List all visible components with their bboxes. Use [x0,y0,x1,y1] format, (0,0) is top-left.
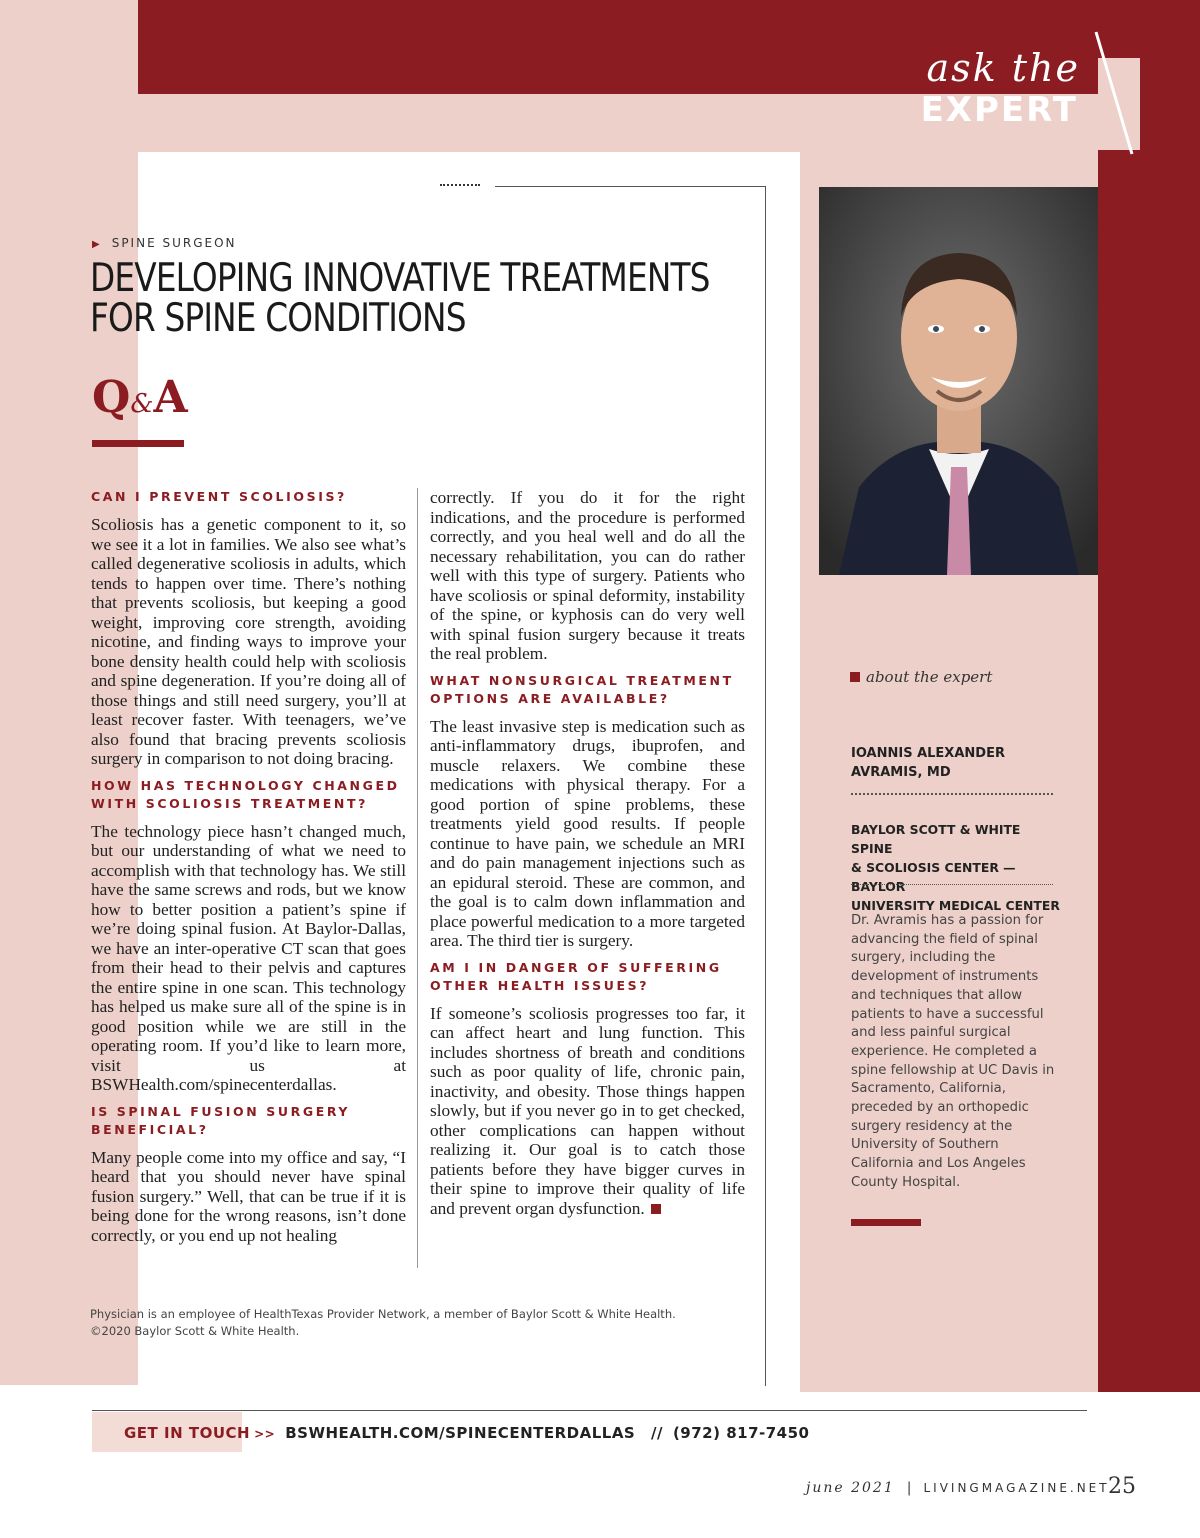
qa-q: Q [92,372,131,423]
disclaimer [90,1306,730,1340]
frame-right-rule [765,186,766,1386]
answer-paragraph: Many people come into my office and say, “I heard that you should never have spinal fusion surgery.” Well, that can be true if it is being done for the wrong reasons, isn’t done correctly, or you end up not healing [91,1147,406,1245]
expert-portrait-photo [819,187,1098,575]
banner-expert: EXPERT [920,90,1078,130]
answer-paragraph: correctly. If you do it for the right indications, and the procedure is performed correctly, and you heal well and do all the necessary rehabilitation, you can do rather well with this type of surgery. Patients who have scoliosis or spinal deformity, instability of the spine, or kyphosis can do very well with spinal fusion surgery because it treats the real problem. [430,488,745,663]
disclaimer-line1: Physician is an employee of HealthTexas Provider Network, a member of Baylor Scott & White Health. [90,1307,676,1321]
qa-rule [92,440,184,447]
contact-phone-link[interactable]: (972) 817-7450 [672,1424,810,1442]
question-heading: HOW HAS TECHNOLOGY CHANGED WITH SCOLIOSIS TREATMENT? [91,777,400,811]
end-mark-icon [651,1204,661,1214]
headline [90,256,710,341]
answer-paragraph: The least invasive step is medication such as anti-inflammatory drugs, ibuprofen, and muscle relaxers. We combine these medications with physical therapy. For a good portion of spine problems, these treatments yield good results. If people continue to have pain, we schedule an MRI and do pain management injections such as an epidural steroid. These are common, and the goal is to calm down inflammation and place powerful medication to a more targeted area. The third tier is surgery. [430,716,745,950]
footer-site-link[interactable]: LIVINGMAGAZINE.NET [923,1481,1110,1495]
footer-date: june 2021 [806,1480,895,1496]
background-corner-red [1140,58,1200,150]
answer-paragraph: Scoliosis has a genetic component to it, so we see it a lot in families. We also see what’s called degenerative scoliosis in adults, which tends to happen over time. There’s nothing that prevents scoliosis, but keeping a good weight, improving core strength, avoiding nicotine, and finding ways to improve your bone density health could help with scoliosis and spine degeneration. If you’re doing all of those things and still need surgery, you’ll at least recover faster. With teenagers, we’ve also found that bracing prevents scoliosis surgery in comparison to not doing bracing. [91,515,406,768]
contact-separator: // [650,1424,663,1442]
question-heading: CAN I PREVENT SCOLIOSIS? [91,489,347,504]
headline-line1: DEVELOPING INNOVATIVE TREATMENTS [90,256,710,301]
contact-bar [124,1424,809,1442]
disclaimer-line2: ©2020 Baylor Scott & White Health. [90,1324,300,1338]
kicker [92,236,237,250]
page-number: 25 [1108,1474,1136,1499]
bio-rule [851,1219,921,1226]
qa-amp: & [130,389,154,419]
expert-center-line1: BAYLOR SCOTT & WHITE SPINE [851,822,1021,856]
dotted-divider [851,793,1053,795]
expert-center-line3: UNIVERSITY MEDICAL CENTER [851,898,1060,913]
contact-rule [92,1410,1087,1411]
background-red-right [1098,150,1200,1392]
banner-ask-the: ask the [926,46,1080,90]
expert-name-line2: AVRAMIS, MD [851,765,951,780]
question-heading: AM I IN DANGER OF SUFFERING OTHER HEALTH ISSUES? [430,959,722,993]
dotted-divider [851,884,1053,885]
expert-name [851,744,1061,782]
expert-name-line1: IOANNIS ALEXANDER [851,746,1005,761]
kicker-arrow-icon: ▶ [92,239,102,250]
banner-slash [1086,30,1136,160]
square-bullet-icon [850,672,860,682]
about-the-expert-label [850,668,992,686]
article-column-left [91,488,406,1253]
headline-line2: FOR SPINE CONDITIONS [90,296,466,341]
footer-separator: | [906,1480,912,1496]
answer-paragraph: The technology piece hasn’t changed much, but our understanding of what we need to accomplish with that technology has. We still have the same screws and rods, but we know how to better position a patient’s spine if we’re doing spinal fusion. At Baylor-Dallas, we have an inter-operative CT scan that goes from their head to their pelvis and captures the entire spine in one scan. This technology has helped us make sure all of the spine is in good position while we are still in the operating room. If you’d like to learn more, visit us at BSWHealth.com/spinecenterdallas. [91,821,406,1094]
answer-paragraph [430,1004,745,1219]
arrows-icon: >> [254,1427,276,1441]
expert-bio: Dr. Avramis has a passion for advancing the field of spinal surgery, including the development of instruments and techniques that allow patients to have a successful and less painful surgical experience. He completed a spine fellowship at UC Davis in Sacramento, California, preceded by an orthopedic surgery residency at the University of Southern California and Los Angeles County Hospital. [851,913,1055,1190]
expert-center-line2: & SCOLIOSIS CENTER — BAYLOR [851,860,1016,894]
qa-a: A [153,372,188,423]
column-divider [417,488,418,1268]
frame-dots [440,184,480,189]
article-column-right [430,488,745,1226]
kicker-text: SPINE SURGEON [111,236,237,250]
get-in-touch-label: GET IN TOUCH [124,1424,251,1442]
about-text: about the expert [866,668,993,686]
page-footer [806,1480,1110,1496]
qa-mark [92,372,188,423]
question-heading: IS SPINAL FUSION SURGERY BENEFICIAL? [91,1103,351,1137]
answer-text: If someone’s scoliosis progresses too far, it can affect heart and lung function. This includes shortness of breath and conditions such as poor quality of life, chronic pain, inactivity, and obesity. Those things happen slowly, but if you never go in to get checked, other complications can happen without realizing it. Our goal is to catch those patients before they have bigger curves in their spine to improve their quality of life and prevent organ dysfunction. [430,1003,745,1218]
frame-top-rule [495,186,765,187]
question-heading: WHAT NONSURGICAL TREATMENT OPTIONS ARE AVAILABLE? [430,672,734,706]
contact-url-link[interactable]: BSWHEALTH.COM/SPINECENTERDALLAS [285,1424,636,1442]
expert-center [851,820,1066,915]
